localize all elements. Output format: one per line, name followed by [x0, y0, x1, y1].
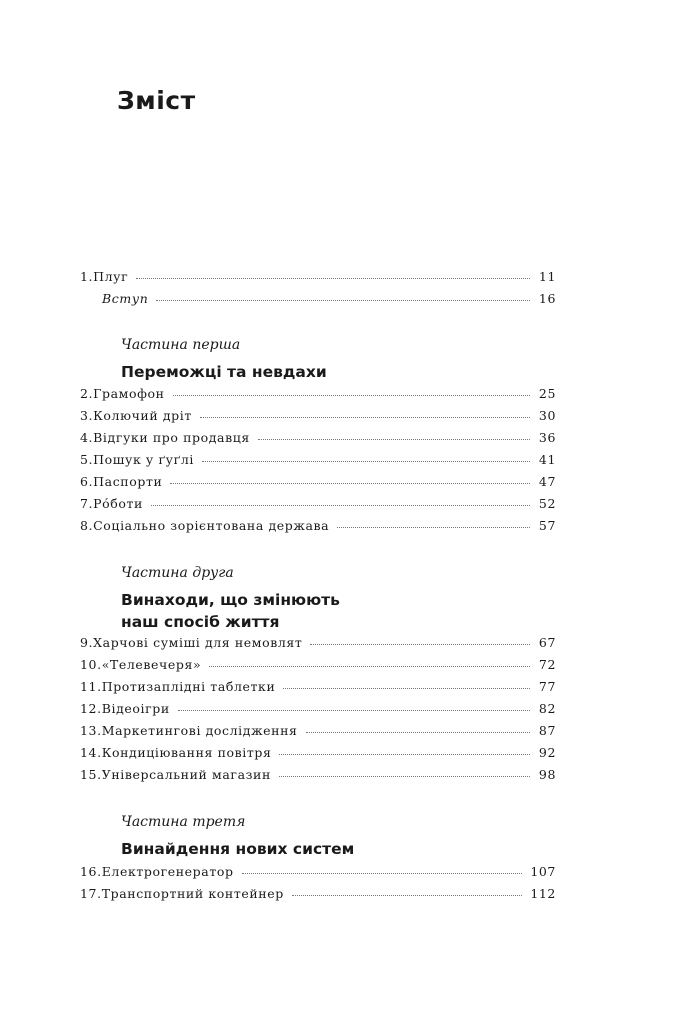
toc-entry-page: 112 — [530, 886, 556, 901]
toc-entry-page: 82 — [538, 701, 556, 716]
toc-entry — [80, 635, 556, 655]
dot-leader — [170, 483, 530, 484]
dot-leader — [310, 644, 530, 645]
toc-entry-number: 2. — [80, 386, 94, 401]
toc-entry-title: Плуг — [93, 269, 129, 284]
toc-entry — [80, 452, 556, 472]
toc-entry — [80, 430, 556, 450]
toc-entry-number: 3. — [80, 408, 94, 423]
toc-entry-title: Харчові суміші для немовлят — [93, 635, 303, 650]
toc-entry-number: 4. — [80, 430, 94, 445]
toc-entry-page: 52 — [538, 496, 556, 511]
part-title-line: Винайдення нових систем — [121, 840, 355, 858]
toc-entry — [80, 291, 556, 311]
toc-entry — [80, 518, 556, 538]
toc-entry-page: 57 — [538, 518, 556, 533]
toc-entry-number: 7. — [80, 496, 94, 511]
toc-entry-number: 9. — [80, 635, 94, 650]
toc-entry-title: Колючий дріт — [93, 408, 192, 423]
dot-leader — [136, 278, 530, 279]
toc-entry-page: 41 — [538, 452, 556, 467]
toc-entry-page: 11 — [538, 269, 556, 284]
toc-entry-page: 107 — [530, 864, 556, 879]
dot-leader — [209, 666, 530, 667]
dot-leader — [279, 754, 530, 755]
toc-entry-page: 16 — [538, 291, 556, 306]
dot-leader — [202, 461, 530, 462]
dot-leader — [242, 873, 523, 874]
toc-entry-number: 6. — [80, 474, 94, 489]
toc-entry-title: Грамофон — [93, 386, 165, 401]
toc-entry-page: 47 — [538, 474, 556, 489]
toc-entry-title: Електрогенератор — [101, 864, 234, 879]
toc-entry-title: Вступ — [102, 291, 149, 306]
toc-entry-number: 1. — [80, 269, 94, 284]
toc-entry — [80, 886, 556, 906]
toc-entry-number: 10. — [80, 657, 102, 672]
toc-entry-number: 11. — [80, 679, 102, 694]
toc-entry — [80, 767, 556, 787]
toc-entry-title: «Телевечеря» — [101, 657, 202, 672]
toc-entry-title: Універсальний магазин — [101, 767, 271, 782]
part-label: Частина друга — [121, 565, 234, 581]
dot-leader — [258, 439, 530, 440]
toc-entry-number: 14. — [80, 745, 102, 760]
toc-entry-page: 36 — [538, 430, 556, 445]
toc-entry-page: 72 — [538, 657, 556, 672]
part-title-line: Винаходи, що змінюють — [121, 591, 340, 609]
toc-entry — [80, 386, 556, 406]
toc-entry-number: 12. — [80, 701, 102, 716]
toc-entry-page: 98 — [538, 767, 556, 782]
toc-entry-title: Соціально зорієнтована держава — [93, 518, 330, 533]
dot-leader — [283, 688, 530, 689]
dot-leader — [337, 527, 530, 528]
toc-entry-page: 87 — [538, 723, 556, 738]
toc-entry-number: 8. — [80, 518, 94, 533]
toc-entry — [80, 474, 556, 494]
page-title: Зміст — [117, 86, 196, 115]
toc-entry-title: Кондиціювання повітря — [101, 745, 272, 760]
toc-entry-page: 92 — [538, 745, 556, 760]
dot-leader — [292, 895, 523, 896]
toc-entry — [80, 864, 556, 884]
toc-entry-title: Відгуки про продавця — [93, 430, 250, 445]
toc-entry-title: Рóботи — [93, 496, 143, 511]
part-label: Частина перша — [121, 337, 241, 353]
toc-entry-number: 13. — [80, 723, 102, 738]
toc-entry — [80, 657, 556, 677]
part-title-line: Переможці та невдахи — [121, 363, 327, 381]
dot-leader — [178, 710, 530, 711]
part-title-line: наш спосіб життя — [121, 613, 280, 631]
dot-leader — [200, 417, 530, 418]
toc-entry-title: Транспортний контейнер — [101, 886, 284, 901]
part-label: Частина третя — [121, 814, 246, 830]
toc-entry — [80, 679, 556, 699]
toc-entry-title: Відеоігри — [101, 701, 170, 716]
dot-leader — [156, 300, 530, 301]
toc-entry-title: Паспорти — [93, 474, 163, 489]
toc-entry — [80, 701, 556, 721]
part-title — [121, 838, 354, 860]
toc-entry-number: 16. — [80, 864, 102, 879]
dot-leader — [151, 505, 530, 506]
toc-entry-number: 5. — [80, 452, 94, 467]
toc-entry — [80, 745, 556, 765]
dot-leader — [306, 732, 530, 733]
dot-leader — [279, 776, 530, 777]
toc-entry-page: 25 — [538, 386, 556, 401]
toc-entry — [80, 408, 556, 428]
part-title — [121, 589, 340, 633]
toc-entry — [80, 723, 556, 743]
toc-entry-title: Протизаплідні таблетки — [101, 679, 276, 694]
toc-entry — [80, 269, 556, 289]
toc-entry-title: Маркетингові дослідження — [101, 723, 298, 738]
part-title — [121, 361, 327, 383]
dot-leader — [173, 395, 530, 396]
toc-entry — [80, 496, 556, 516]
toc-entry-page: 30 — [538, 408, 556, 423]
toc-entry-page: 77 — [538, 679, 556, 694]
toc-entry-number: 17. — [80, 886, 102, 901]
toc-entry-page: 67 — [538, 635, 556, 650]
toc-entry-title: Пошук у ґуґлі — [93, 452, 194, 467]
toc-entry-number: 15. — [80, 767, 102, 782]
